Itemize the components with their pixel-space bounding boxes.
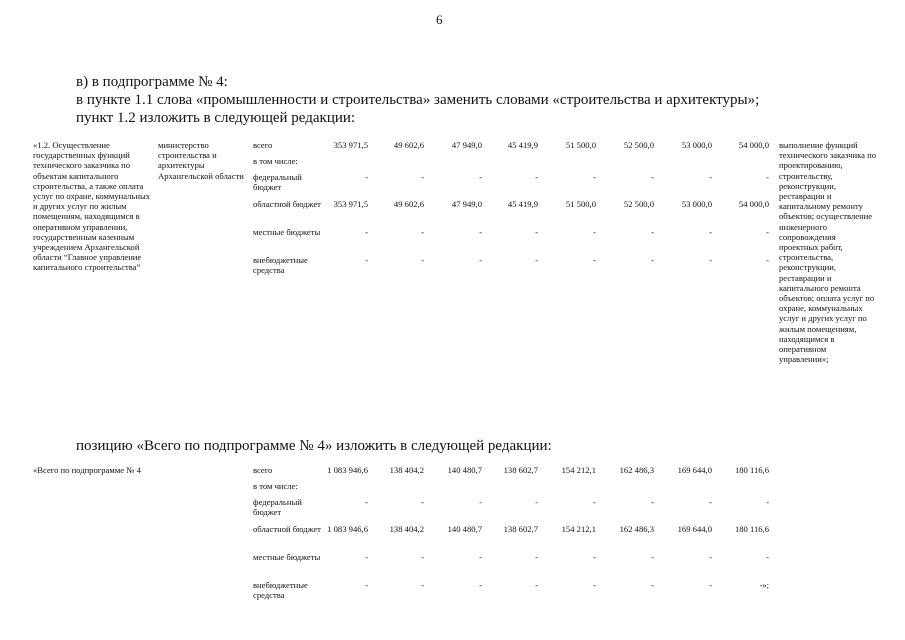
value-cell: 353 971,5 bbox=[333, 199, 368, 209]
value-cell: 140 480,7 bbox=[447, 465, 482, 475]
value-cell: 45 419,9 bbox=[507, 199, 538, 209]
value-cell: - bbox=[479, 580, 482, 590]
value-cell: 353 971,5 bbox=[333, 140, 368, 150]
value-cell: - bbox=[593, 497, 596, 507]
value-cell: 51 500,0 bbox=[565, 140, 596, 150]
value-cell: 162 486,3 bbox=[619, 465, 654, 475]
value-cell: - bbox=[593, 227, 596, 237]
value-cell: 138 602,7 bbox=[503, 465, 538, 475]
value-cell: - bbox=[593, 172, 596, 182]
value-cell: - bbox=[766, 497, 769, 507]
value-cell: - bbox=[421, 552, 424, 562]
value-cell: - bbox=[365, 255, 368, 265]
row-label: местные бюджеты bbox=[253, 227, 321, 237]
value-cell: - bbox=[651, 172, 654, 182]
value-cell: 51 500,0 bbox=[565, 199, 596, 209]
intro-line-1: в) в подпрограмме № 4: bbox=[76, 74, 228, 90]
value-cell: - bbox=[365, 497, 368, 507]
value-cell: - bbox=[421, 172, 424, 182]
row-label: внебюджетные средства bbox=[253, 255, 308, 276]
value-cell: - bbox=[593, 255, 596, 265]
value-cell: 169 644,0 bbox=[677, 524, 712, 534]
row-label: в том числе: bbox=[253, 156, 298, 166]
value-cell: 180 116,6 bbox=[734, 465, 769, 475]
value-cell: 140 480,7 bbox=[447, 524, 482, 534]
value-cell: - bbox=[651, 227, 654, 237]
value-cell: - bbox=[535, 497, 538, 507]
value-cell: - bbox=[593, 552, 596, 562]
value-cell: - bbox=[365, 552, 368, 562]
value-cell: 180 116,6 bbox=[734, 524, 769, 534]
value-cell: - bbox=[766, 227, 769, 237]
value-cell: 49 602,6 bbox=[393, 199, 424, 209]
value-cell: -»; bbox=[759, 580, 769, 590]
value-cell: 45 419,9 bbox=[507, 140, 538, 150]
value-cell: - bbox=[651, 580, 654, 590]
value-cell: - bbox=[365, 580, 368, 590]
executor-cell: министерство строительства и архитектуры Архангельской области bbox=[158, 140, 244, 181]
row-label: в том числе: bbox=[253, 481, 298, 491]
intro-line-2: в пункте 1.1 слова «промышленности и строительства» заменить словами «строительства и архитектуры»; bbox=[76, 92, 760, 108]
value-cell: 49 602,6 bbox=[393, 140, 424, 150]
value-cell: 162 486,3 bbox=[619, 524, 654, 534]
value-cell: - bbox=[535, 227, 538, 237]
value-cell: 52 500,0 bbox=[623, 199, 654, 209]
value-cell: - bbox=[709, 227, 712, 237]
value-cell: - bbox=[479, 255, 482, 265]
value-cell: - bbox=[651, 255, 654, 265]
row-label: областной бюджет bbox=[253, 524, 321, 534]
value-cell: - bbox=[421, 497, 424, 507]
value-cell: - bbox=[766, 172, 769, 182]
row-label: всего bbox=[253, 140, 273, 150]
value-cell: - bbox=[421, 227, 424, 237]
value-cell: - bbox=[365, 227, 368, 237]
value-cell: - bbox=[421, 580, 424, 590]
value-cell: 169 644,0 bbox=[677, 465, 712, 475]
value-cell: 138 602,7 bbox=[503, 524, 538, 534]
row-label: областной бюджет bbox=[253, 199, 321, 209]
value-cell: - bbox=[709, 172, 712, 182]
value-cell: 1 083 946,6 bbox=[327, 524, 368, 534]
value-cell: - bbox=[421, 255, 424, 265]
row-label: местные бюджеты bbox=[253, 552, 321, 562]
value-cell: 53 000,0 bbox=[681, 140, 712, 150]
value-cell: - bbox=[535, 552, 538, 562]
value-cell: - bbox=[479, 497, 482, 507]
value-cell: - bbox=[535, 255, 538, 265]
page-number: 6 bbox=[436, 12, 443, 27]
value-cell: 52 500,0 bbox=[623, 140, 654, 150]
intro-line-3: пункт 1.2 изложить в следующей редакции: bbox=[76, 110, 356, 126]
value-cell: - bbox=[593, 580, 596, 590]
result-cell: выполнение функций технического заказчика по проектированию, строительству, реконструкции, реставрации и капитальному ремонту объектов; осуществление инженерного сопровождения проектных работ, строительства, реконструкции, реставрации и капитального ремонта объектов; оплата услуг по охране, коммунальных услуг и других услуг по жилым помещениям, находящимся в оперативном управлении»; bbox=[779, 140, 877, 365]
value-cell: - bbox=[479, 172, 482, 182]
value-cell: - bbox=[651, 497, 654, 507]
value-cell: 154 212,1 bbox=[561, 524, 596, 534]
value-cell: 138 404,2 bbox=[389, 524, 424, 534]
value-cell: 1 083 946,6 bbox=[327, 465, 368, 475]
value-cell: - bbox=[651, 552, 654, 562]
measure-cell: «1.2. Осуществление государственных функций технического заказчика по объектам капитального строительства, а также оплата услуг по охране, коммунальных и других услуг по жилым помещениям, находящимся в оперативном управлении, государственным казенным учреждением Архангельской области “Главное управление капитального строительства” bbox=[33, 140, 151, 273]
value-cell: 53 000,0 bbox=[681, 199, 712, 209]
value-cell: - bbox=[535, 172, 538, 182]
value-cell: - bbox=[479, 552, 482, 562]
value-cell: 54 000,0 bbox=[738, 199, 769, 209]
value-cell: 47 949,0 bbox=[451, 140, 482, 150]
value-cell: - bbox=[709, 580, 712, 590]
value-cell: - bbox=[766, 552, 769, 562]
value-cell: - bbox=[535, 580, 538, 590]
value-cell: - bbox=[709, 255, 712, 265]
value-cell: 154 212,1 bbox=[561, 465, 596, 475]
row-label: внебюджетные средства bbox=[253, 580, 308, 601]
value-cell: - bbox=[709, 552, 712, 562]
measure-cell: «Всего по подпрограмме № 4 bbox=[33, 465, 141, 475]
row-label: всего bbox=[253, 465, 273, 475]
value-cell: - bbox=[365, 172, 368, 182]
value-cell: - bbox=[479, 227, 482, 237]
row-label: федеральный бюджет bbox=[253, 497, 302, 518]
value-cell: 47 949,0 bbox=[451, 199, 482, 209]
mid-instruction: позицию «Всего по подпрограмме № 4» изложить в следующей редакции: bbox=[76, 438, 552, 454]
value-cell: - bbox=[766, 255, 769, 265]
value-cell: 54 000,0 bbox=[738, 140, 769, 150]
value-cell: 138 404,2 bbox=[389, 465, 424, 475]
row-label: федеральный бюджет bbox=[253, 172, 302, 193]
value-cell: - bbox=[709, 497, 712, 507]
